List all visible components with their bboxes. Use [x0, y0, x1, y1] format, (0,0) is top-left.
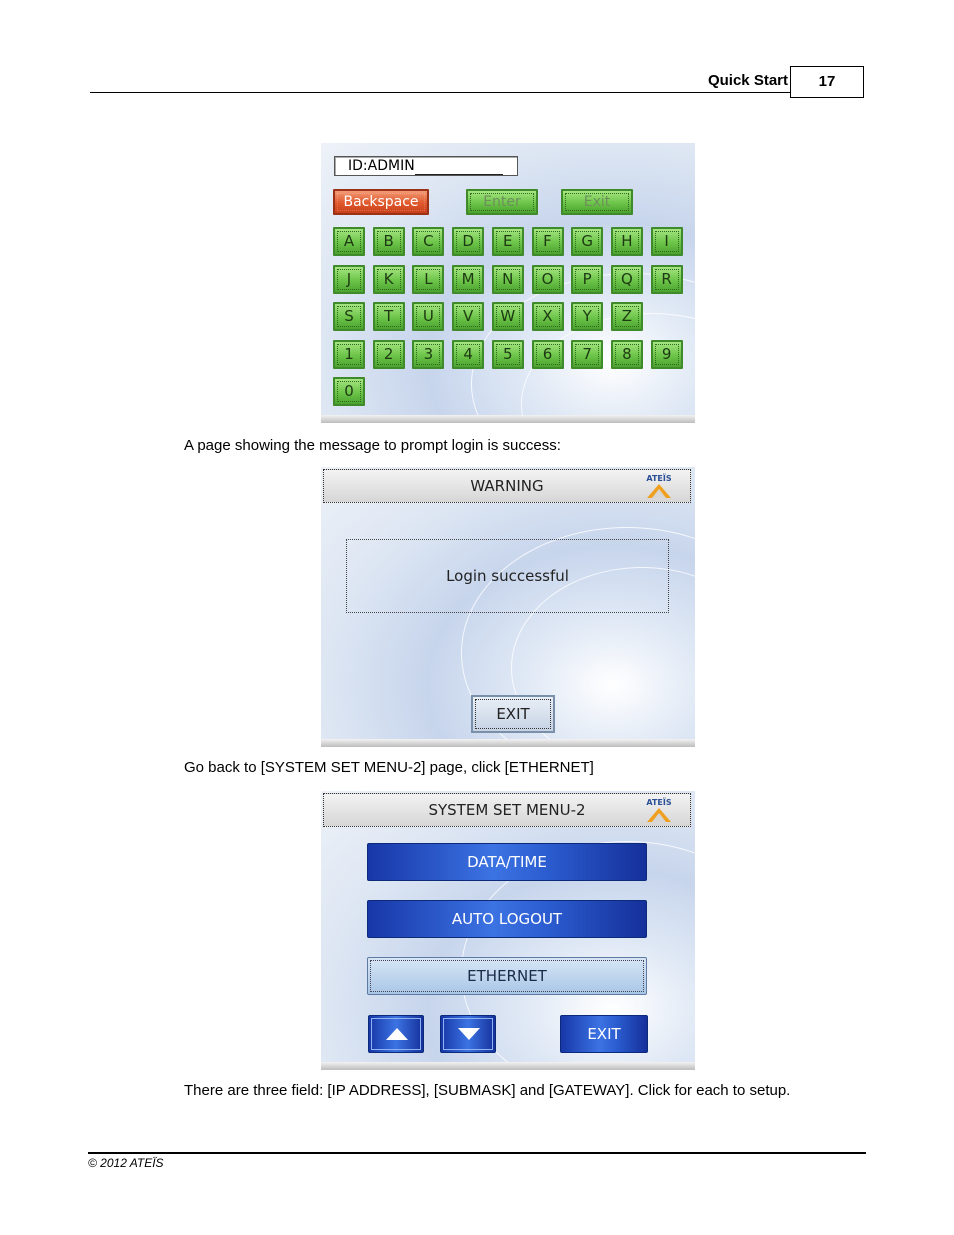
- key-label: T: [384, 307, 394, 325]
- key-7[interactable]: [571, 340, 603, 369]
- backspace-label: Backspace: [343, 194, 419, 210]
- footer-copyright: © 2012 ATEÏS: [88, 1156, 164, 1170]
- key-label: H: [621, 232, 633, 250]
- key-q[interactable]: [611, 265, 643, 294]
- logo-chevron-icon: [647, 484, 671, 498]
- key-b[interactable]: [373, 227, 405, 256]
- exit-label: Exit: [583, 194, 611, 210]
- key-z[interactable]: [611, 302, 643, 331]
- key-label: L: [424, 269, 433, 288]
- ateis-logo: ATEÏS: [642, 798, 676, 826]
- key-1[interactable]: [333, 340, 365, 369]
- key-f[interactable]: [532, 227, 564, 256]
- warning-title: WARNING: [470, 477, 544, 495]
- key-label: S: [344, 307, 354, 325]
- key-label: Q: [620, 269, 633, 288]
- key-u[interactable]: [412, 302, 444, 331]
- page-number: 17: [790, 66, 864, 98]
- key-label: I: [664, 232, 669, 250]
- ethernet-button[interactable]: [367, 957, 647, 995]
- key-label: B: [383, 232, 394, 250]
- key-y[interactable]: [571, 302, 603, 331]
- key-i[interactable]: [651, 227, 683, 256]
- key-label: X: [542, 307, 553, 325]
- key-label: F: [543, 232, 552, 250]
- auto-logout-button[interactable]: [367, 900, 647, 938]
- key-j[interactable]: [333, 265, 365, 294]
- key-label: N: [502, 269, 514, 288]
- key-e[interactable]: [492, 227, 524, 256]
- key-label: W: [500, 307, 516, 325]
- key-4[interactable]: [452, 340, 484, 369]
- arrow-up-icon: [386, 1028, 408, 1040]
- arrow-down-icon: [458, 1028, 480, 1040]
- key-l[interactable]: [412, 265, 444, 294]
- key-label: 0: [344, 382, 354, 400]
- key-label: J: [346, 269, 352, 288]
- caption-login-success: A page showing the message to prompt login is success:: [184, 437, 561, 454]
- id-input[interactable]: [334, 156, 518, 176]
- key-a[interactable]: [333, 227, 365, 256]
- caption-go-back: Go back to [SYSTEM SET MENU-2] page, click [ETHERNET]: [184, 759, 594, 776]
- key-g[interactable]: [571, 227, 603, 256]
- header-rule: [90, 92, 790, 93]
- warning-exit-button[interactable]: [471, 695, 555, 733]
- key-label: 8: [622, 344, 632, 363]
- key-label: V: [462, 307, 474, 325]
- system-titlebar: [323, 793, 691, 827]
- key-2[interactable]: [373, 340, 405, 369]
- key-n[interactable]: [492, 265, 524, 294]
- key-label: A: [343, 232, 355, 250]
- enter-label: Enter: [483, 194, 521, 210]
- warning-titlebar: [323, 469, 691, 503]
- key-9[interactable]: [651, 340, 683, 369]
- caption-three-fields: There are three field: [IP ADDRESS], [SUBMASK] and [GATEWAY]. Click for each to setup.: [184, 1082, 791, 1099]
- key-label: Z: [621, 307, 633, 325]
- system-exit-button[interactable]: [560, 1015, 648, 1053]
- logo-chevron-icon: [647, 808, 671, 822]
- system-exit-label: EXIT: [587, 1025, 621, 1043]
- key-h[interactable]: [611, 227, 643, 256]
- key-label: 5: [503, 344, 513, 363]
- key-label: 4: [463, 344, 473, 363]
- auto-logout-label: AUTO LOGOUT: [451, 910, 563, 928]
- header-section-title: Quick Start: [707, 72, 788, 89]
- login-keyboard-screen: [321, 143, 695, 423]
- key-m[interactable]: [452, 265, 484, 294]
- data-time-label: DATA/TIME: [467, 853, 547, 871]
- footer-rule: [88, 1152, 866, 1154]
- key-s[interactable]: [333, 302, 365, 331]
- key-label: M: [461, 269, 475, 288]
- ateis-logo: ATEÏS: [642, 474, 676, 502]
- key-o[interactable]: [532, 265, 564, 294]
- key-label: R: [661, 269, 672, 288]
- message-box: [346, 539, 669, 613]
- key-c[interactable]: [412, 227, 444, 256]
- data-time-button[interactable]: [367, 843, 647, 881]
- page-up-button[interactable]: [368, 1015, 424, 1053]
- id-input-value: ID:ADMIN: [348, 158, 415, 174]
- key-label: O: [541, 269, 554, 288]
- key-label: P: [582, 269, 592, 288]
- key-label: K: [383, 269, 394, 288]
- key-p[interactable]: [571, 265, 603, 294]
- key-label: 3: [423, 344, 434, 363]
- key-label: Y: [582, 307, 592, 325]
- key-w[interactable]: [492, 302, 524, 331]
- system-title: SYSTEM SET MENU-2: [428, 801, 586, 819]
- key-0[interactable]: [333, 377, 365, 406]
- key-label: E: [503, 232, 513, 250]
- message-text: Login successful: [446, 567, 569, 585]
- key-label: 6: [542, 344, 553, 363]
- id-input-underline: [415, 162, 503, 175]
- key-label: 2: [383, 344, 394, 363]
- key-label: D: [462, 232, 474, 250]
- key-x[interactable]: [532, 302, 564, 331]
- key-label: C: [423, 232, 434, 250]
- key-r[interactable]: [651, 265, 683, 294]
- ethernet-label: ETHERNET: [467, 967, 547, 985]
- backspace-button[interactable]: [333, 189, 429, 215]
- warning-exit-label: EXIT: [496, 705, 530, 723]
- exit-button[interactable]: [561, 189, 633, 215]
- key-8[interactable]: [611, 340, 643, 369]
- key-6[interactable]: [532, 340, 564, 369]
- key-3[interactable]: [412, 340, 444, 369]
- warning-screen: [321, 467, 695, 747]
- enter-button[interactable]: [466, 189, 538, 215]
- key-label: 7: [582, 344, 592, 363]
- key-label: G: [581, 232, 593, 250]
- key-t[interactable]: [373, 302, 405, 331]
- key-label: 1: [344, 344, 354, 363]
- key-d[interactable]: [452, 227, 484, 256]
- system-set-menu-screen: [321, 791, 695, 1070]
- key-label: U: [422, 307, 434, 325]
- key-label: 9: [661, 344, 672, 363]
- page-down-button[interactable]: [440, 1015, 496, 1053]
- key-k[interactable]: [373, 265, 405, 294]
- key-v[interactable]: [452, 302, 484, 331]
- key-5[interactable]: [492, 340, 524, 369]
